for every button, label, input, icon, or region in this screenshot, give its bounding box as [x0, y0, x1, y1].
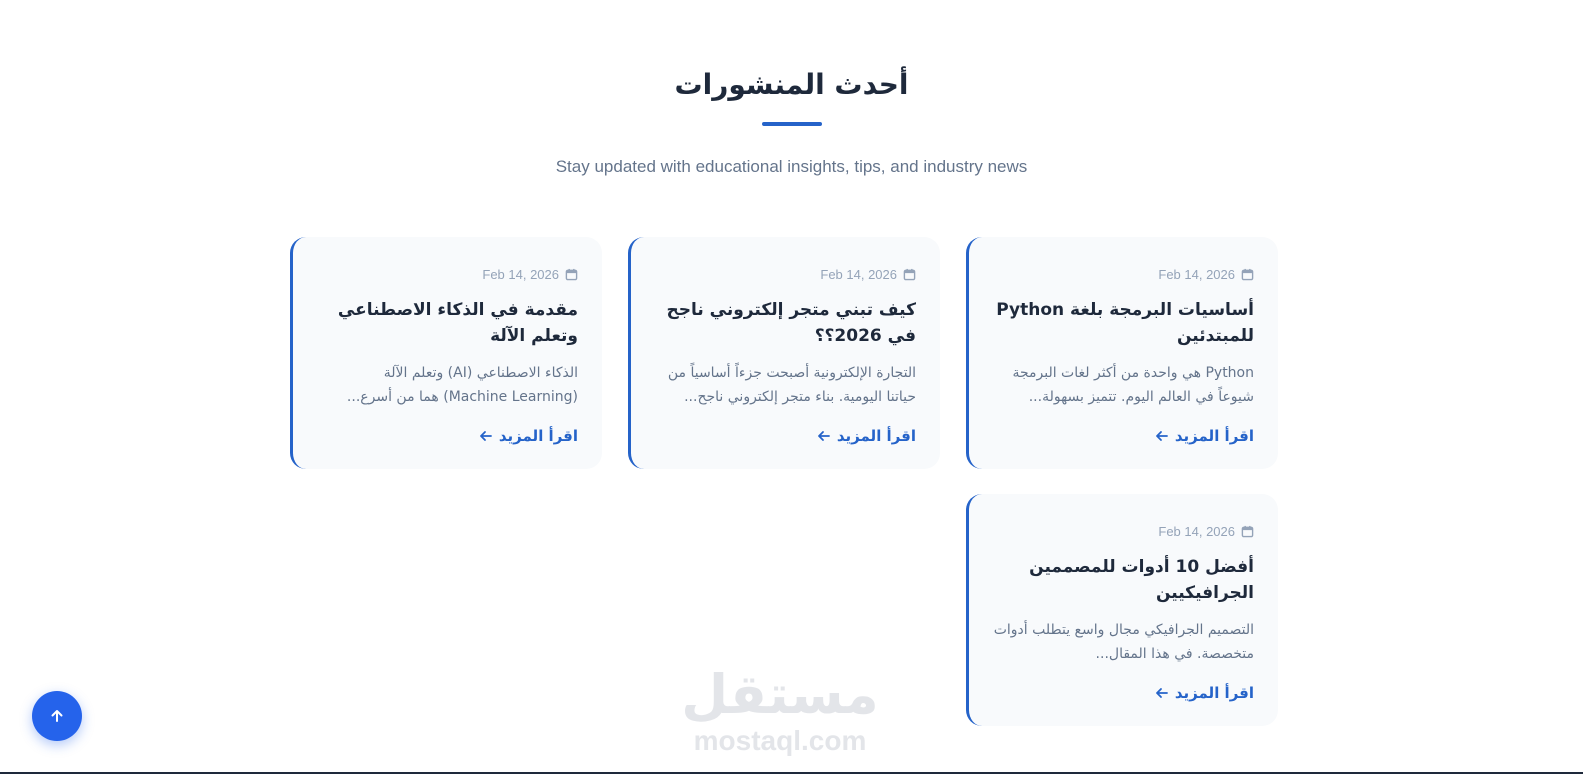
watermark-latin: mostaql.com [693, 725, 867, 756]
read-more-link[interactable] [993, 427, 1254, 445]
post-date [993, 522, 1254, 540]
calendar-icon [1241, 525, 1254, 538]
read-more-link[interactable] [993, 684, 1254, 702]
read-more-link[interactable] [655, 427, 916, 445]
arrow-up-icon [49, 708, 65, 724]
post-card[interactable] [966, 237, 1278, 469]
bottom-border [0, 772, 1583, 774]
post-title[interactable]: مقدمة في الذكاء الاصطناعي وتعلم الآلة [337, 300, 578, 346]
calendar-icon [1241, 268, 1254, 281]
post-date [993, 265, 1254, 283]
arrow-left-icon [817, 429, 831, 443]
read-more-label: اقرأ المزيد [1174, 684, 1254, 702]
read-more-label: اقرأ المزيد [836, 427, 916, 445]
arrow-left-icon [1155, 429, 1169, 443]
post-title[interactable]: كيف تبني متجر إلكتروني ناجح في 2026؟؟ [666, 300, 916, 346]
post-title[interactable]: أساسيات البرمجة بلغة Python للمبتدئين [996, 300, 1254, 346]
post-card[interactable] [628, 237, 940, 469]
post-date [317, 265, 578, 283]
post-date-text: Feb 14, 2026 [820, 266, 897, 282]
post-excerpt: الذكاء الاصطناعي (AI) وتعلم الآلة (Machine Learning) هما من أسرع... [346, 365, 578, 405]
section-title: أحدث المنشورات [674, 68, 909, 101]
watermark-arabic: مستقل [681, 663, 879, 726]
post-card[interactable] [966, 494, 1278, 726]
post-title[interactable]: أفضل 10 أدوات للمصممين الجرافيكيين [1029, 557, 1254, 603]
read-more-label: اقرأ المزيد [1174, 427, 1254, 445]
post-date-text: Feb 14, 2026 [1158, 266, 1235, 282]
read-more-link[interactable] [317, 427, 578, 445]
post-date-text: Feb 14, 2026 [1158, 523, 1235, 539]
arrow-left-icon [479, 429, 493, 443]
post-excerpt: التصميم الجرافيكي مجال واسع يتطلب أدوات متخصصة. في هذا المقال... [993, 622, 1254, 662]
section-subtitle: Stay updated with educational insights, tips, and industry news [555, 157, 1028, 176]
scroll-to-top-button[interactable] [32, 691, 82, 741]
post-date-text: Feb 14, 2026 [482, 266, 559, 282]
calendar-icon [565, 268, 578, 281]
read-more-label: اقرأ المزيد [498, 427, 578, 445]
arrow-left-icon [1155, 686, 1169, 700]
post-date [655, 265, 916, 283]
post-excerpt: التجارة الإلكترونية أصبحت جزءاً أساسياً من حياتنا اليومية. بناء متجر إلكتروني ناجح... [667, 365, 916, 405]
calendar-icon [903, 268, 916, 281]
post-card[interactable] [290, 237, 602, 469]
post-excerpt: Python هي واحدة من أكثر لغات البرمجة شيوعاً في العالم اليوم. تتميز بسهولة... [1012, 365, 1254, 405]
